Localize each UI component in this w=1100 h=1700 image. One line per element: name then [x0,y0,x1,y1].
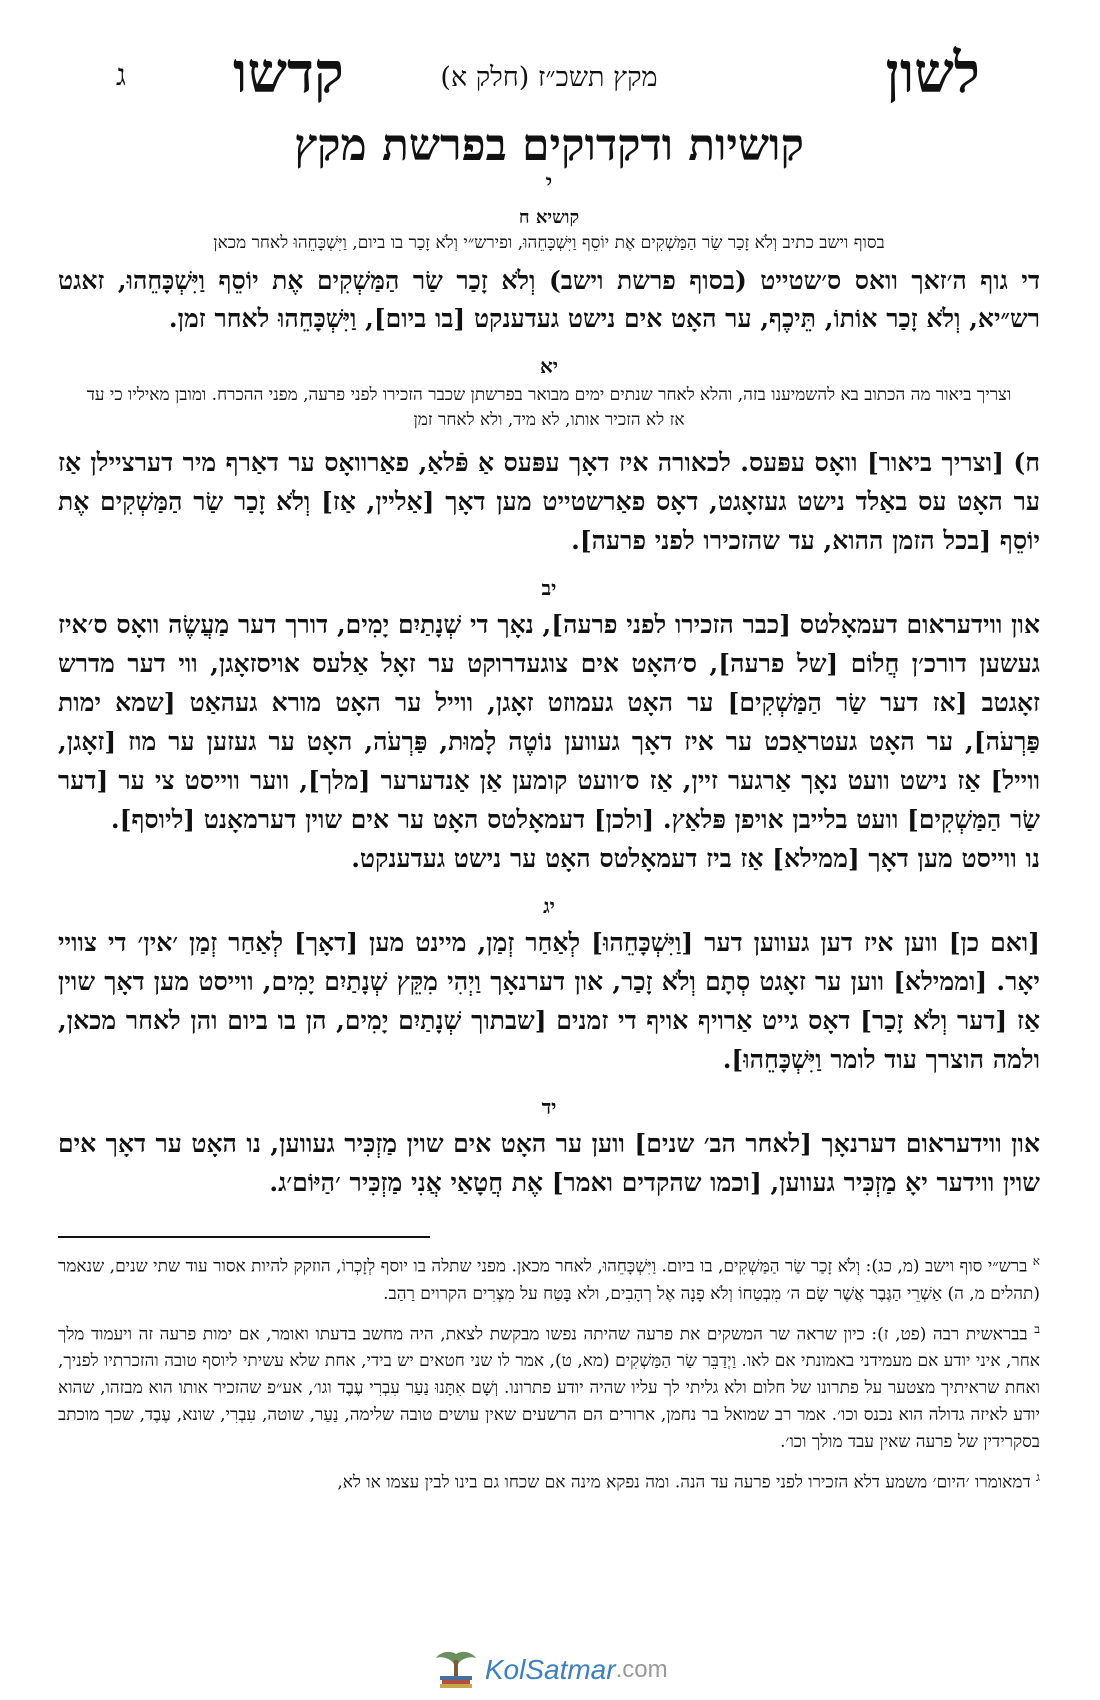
footnote-text: דמאומרו ׳היום׳ משמע דלא הזכירו לפני פרעה עד הנה. ומה נפקא מינה אם שכחו גם בינו לבין עצמו או לא, [337,1472,1031,1493]
header-word-left: קדשו [233,40,344,106]
question-label: קושיא ח [518,207,580,228]
section-label-ya: יא [539,354,559,378]
page-number: ג [116,58,126,93]
footnote-mark: א [1032,1254,1040,1268]
section-paragraph-ya: ח) [וצריך ביאור] וואָס עפּעס. לכאורה איז דאָך עפּעס אַ פּֿלאַ, פאַרוואָס ער דאַרף מיר דערציילן אַז ער האָט עס באַלד נישט געזאָגט, דאָס פאַרשטייט מען דאָך [אַליין, אַז] וְלֹא זָכַר שַׂר הַמַּשְׁקִים אֶת יוֹסֵף [בכל הזמן ההוא, עד שהזכירו לפני פרעה]. [58,448,1040,555]
section-label-yb: יב [541,576,557,600]
library-logo-icon [432,1650,480,1690]
footnote [58,1464,1040,1497]
section-label-yd: יד [541,1095,557,1119]
section-label-yg: יג [543,894,555,918]
section-question-ya: וצריך ביאור מה הכתוב בא להשמיענו בזה, והלא לאחר שנתים ימים מבואר בפרשתן שכבר הזכירו לפני פרעה, מפני ההכרח. ומובן מאיליו כי עד אז לא הזכיר אותו, לא מיד, ולא לאחר זמן [86,385,1012,430]
watermark-suffix: .com [615,1656,668,1683]
footnotes [58,1248,1040,1497]
header-center-title: מקץ תשכ״ז (חלק א) [440,62,658,93]
section-paragraph-yb-2: נו ווייסט מען דאָך [ממילא] אַז ביז דעמאָלטס האָט ער נישט געדענקט. [351,844,1040,873]
intro-paragraph: די גוף ה׳זאך וואס ס׳שטייט (בסוף פרשת וישב) וְלֹא זָכַר שַׂר הַמַּשְׁקִים אֶת יוֹסֵף וַיִּשְׁכָּחֵהוּ, זאגט רש״יא, וְלֹא זָכַר אוֹתוֹ, תֵּיכֶף, ער האָט אים נישט געדענקט [בו ביום], וַיִּשְׁכָּחֵהוּ לאחר זמן. [58,266,1040,333]
title-mark: י [545,167,553,200]
footnote [58,1316,1040,1457]
footnote-mark: ב [1034,1321,1041,1336]
section-paragraph-yb-1: און ווידעראום דעמאָלטס [כבר הזכירו לפני פרעה], נאָך די שְׁנָתַיִם יָמִים, דורך דער מַעֲשֶׂה וואָס ס׳איז געשען דורכ׳ן חֲלוֹם [של פרעה], ס׳האָט אים צוגעדרוקט ער זאָל אַלעס אויסזאָגן, ווי דער מדרש זאָגטב [אז דער שַׂר הַמַּשְׁקִים] ער האָט געמוזט זאָגן, ווייל ער האָט מורא געהאַט [שמא ימות פַּרְעֹה], ער האָט געטראַכט ער איז דאָך געווען נוֹטֶה לָמוּת, פַּרְעֹה, האָט ער געזען ער מוז [זאָגן, ווייל] אַז נישט וועט נאָך אַרגער זיין, אַז ס׳וועט קומען אַן אַנדערער [מלך], ווער ווייסט צי ער [דער שַׂר הַמַּשְׁקִים] וועט בלייבן אויפן פּלאַץ. [ולכן] דעמאָלטס האָט ער אים שוין דערמאָנט [ליוסף]. [58,610,1040,834]
footnote-text: בבראשית רבה (פט, ז): כיון שראה שר המשקים את פרעה שהיתה נפשו מבקשת לצאת, היה מחשב בדעתו ואומר, אם ימות פרעה זה ויעמוד מלך אחר, איני יודע אם מעמידני באמונתי אם לאו. וַיְדַבֵּר שַׂר הַמַּשְׁקִים (מא, ט), אמר לו שני חטאים יש בידי, אחת שלא עשיתי ליוסף טובה והזכרתיו לפניך, ואחת שראיתיך מצטער על פתרונו של חלום ולא גליתי לך עליו שהיה יודע פתרונו. וְשָׁם אִתָּנוּ נַעַר עִבְרִי עֶבֶד וגו׳, אע״פ שהזכיר אותו הוא מבזהו, שהוא יודע לאיזה גדולה הוא נכנס וכו׳. אמר רב שמואל בר נחמן, ארורים הם הרשעים שאין עושים טובה שלימה, נַעַר, שוטה, עִבְרִי, שונא, עֶבֶד, שכך מוכתב בסקרידין של פרעה שאין עבד מולך וכו׳. [58,1324,1040,1453]
page-title: קושיות ודקדוקים בפרשת מקץ [294,120,804,171]
footnote [58,1248,1040,1308]
header-word-right: לשון [885,40,980,106]
section-paragraph-yg: [ואם כן] ווען איז דען געווען דער [וַיִּשְׁכָּחֵהוּ] לְאַחַר זְמַן, מיינט מען [דאָך] לְאַחַר זְמַן ׳אין׳ די צוויי יאָר. [וממילא] ווען ער זאָגט סְתָם וְלֹא זָכַר, און דערנאָך וַיְהִי מִקֵּץ שְׁנָתַיִם יָמִים, ווייסט מען דאָך שוין אַז [דער וְלֹא זָכַר] דאָס גייט אַרויף אויף די זמנים [שבתוך שְׁנָתַיִם יָמִים, הן בו ביום והן לאחר מכאן, ולמה הוצרך עוד לומר וַיִּשְׁכָּחֵהוּ]. [58,928,1040,1074]
footnote-text: ברש״י סוף וישב (מ, כג): וְלֹא זָכַר שַׂר הַמַּשְׁקִים, בו ביום. וַיִּשְׁכָּחֵהוּ, לאחר מכאן. מפני שתלה בו יוסף לְזָכְרוֹ, הוזקק להיות אסור עוד שתי שנים, שנאמר (תהלים מ, ה) אַשְׁרֵי הַגֶּבֶר אֲשֶׁר שָׂם ה׳ מִבְטַחוֹ וְלֹא פָנָה אֶל רְהָבִים, ולא בָּטַח על מִצְרִים הקרוים רַהַב. [58,1256,1040,1304]
question-text: בסוף וישב כתיב וְלֹא זָכַר שַׂר הַמַּשְׁקִים אֶת יוֹסֵף וַיִּשְׁכָּחֵהוּ, ופירש״י וְלֹא זָכַר בו ביום, וַיִּשְׁכָּחֵהוּ לאחר מכאן [213,233,885,253]
watermark-brand: KolSatmar [484,1654,616,1685]
section-paragraph-yd: און ווידעראום דערנאָך [לאחר הב׳ שנים] ווען ער האָט אים שוין מַזְכִּיר געווען, נו האָט ער דאָך אים שוין ווידער יאָ מַזְכִּיר געווען, [וכמו שהקדים ואמר] אֶת חֲטָאַי אֲנִי מַזְכִּיר ׳הַיּוֹם׳ג. [58,1129,1040,1197]
footnote-divider [58,1236,430,1238]
page-header [58,0,1040,112]
watermark [0,1650,1100,1690]
footnote-mark: ג [1036,1470,1040,1485]
